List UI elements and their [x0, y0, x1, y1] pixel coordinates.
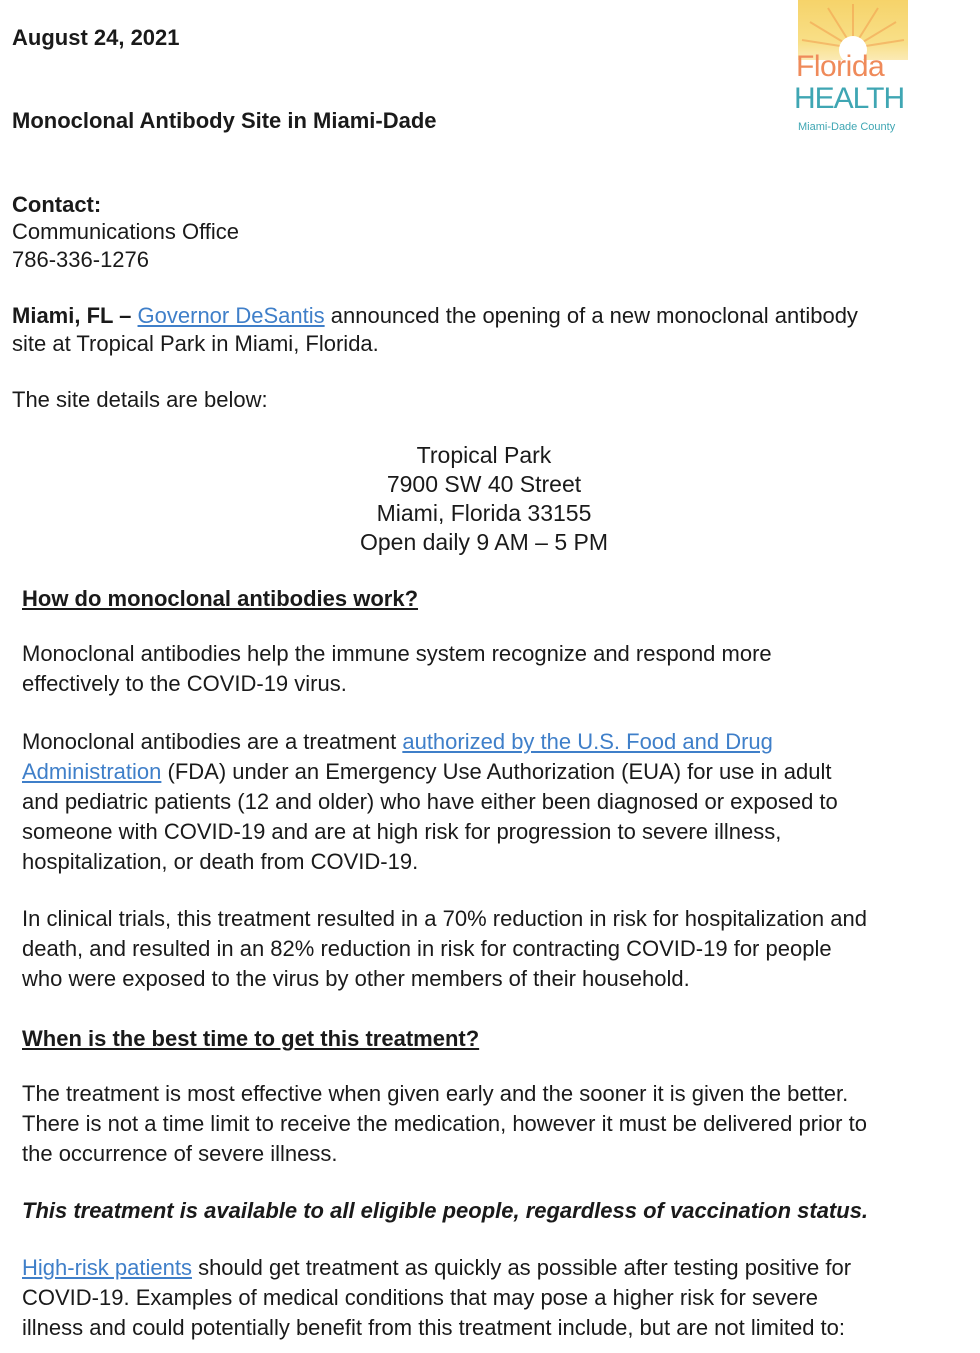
section-heading-best-time: When is the best time to get this treatment? [22, 1026, 480, 1051]
vaccination-status-emphasis: This treatment is available to all eligible people, regardless of vaccination status. [22, 1198, 869, 1223]
florida-health-logo [792, 0, 918, 140]
text-line: There is not a time limit to receive the medication, however it must be delivered prior to [22, 1111, 867, 1136]
text-line: COVID-19. Examples of medical conditions that may pose a higher risk for severe [22, 1285, 819, 1310]
fda-administration-link[interactable]: Administration [22, 759, 162, 784]
text-segment: should get treatment as quickly as possible after testing positive for [191, 1255, 852, 1280]
site-city: Miami, Florida 33155 [376, 500, 592, 526]
text-line: The treatment is most effective when given early and the sooner it is given the better. [22, 1081, 849, 1106]
text-line: illness and could potentially benefit from this treatment include, but are not limited to: [22, 1315, 846, 1340]
logo-county-text: Miami-Dade County [798, 121, 896, 133]
text-segment: (FDA) under an Emergency Use Authorization (EUA) for use in adult [161, 759, 832, 784]
section1-paragraph-2 [22, 727, 962, 877]
fda-authorization-link[interactable]: authorized by the U.S. Food and Drug [402, 729, 773, 754]
text-line [22, 757, 962, 787]
section1-paragraph-1 [22, 639, 962, 699]
site-intro: The site details are below: [12, 387, 268, 412]
announcement-line-1 [12, 302, 858, 330]
contact-office: Communications Office [12, 219, 240, 244]
contact-label: Contact: [12, 192, 102, 217]
logo-health-text: HEALTH [794, 82, 905, 115]
section-heading-how-work: How do monoclonal antibodies work? [22, 586, 419, 611]
contact-phone: 786-336-1276 [12, 247, 150, 272]
text-line: someone with COVID-19 and are at high risk for progression to severe illness, [22, 819, 782, 844]
announcement-text-1: announced the opening of a new monoclonal antibody [330, 303, 858, 328]
text-line: who were exposed to the virus by other members of their household. [22, 966, 690, 991]
text-segment: Monoclonal antibodies are a treatment [22, 729, 403, 754]
text-line: death, and resulted in an 82% reduction in risk for contracting COVID-19 for people [22, 936, 832, 961]
section2-paragraph-2 [22, 1253, 962, 1343]
dateline: Miami, FL – [12, 303, 132, 328]
text-line: Monoclonal antibodies help the immune system recognize and respond more [22, 641, 772, 666]
text-line: In clinical trials, this treatment resulted in a 70% reduction in risk for hospitalization and [22, 906, 867, 931]
site-details [284, 441, 684, 557]
text-line: effectively to the COVID-19 virus. [22, 671, 347, 696]
announcement-text-2: site at Tropical Park in Miami, Florida. [12, 331, 379, 356]
text-line: the occurrence of severe illness. [22, 1141, 338, 1166]
governor-desantis-link[interactable]: Governor DeSantis [137, 303, 325, 328]
text-line: hospitalization, or death from COVID-19. [22, 849, 419, 874]
text-line [22, 1253, 962, 1283]
site-street: 7900 SW 40 Street [386, 471, 582, 497]
site-name: Tropical Park [416, 442, 552, 468]
site-hours: Open daily 9 AM – 5 PM [359, 529, 608, 555]
document-title: Monoclonal Antibody Site in Miami-Dade [12, 108, 437, 133]
document-date: August 24, 2021 [12, 25, 180, 50]
logo-florida-text: Florida [796, 50, 885, 83]
text-line [22, 727, 962, 757]
section2-paragraph-1 [22, 1079, 962, 1169]
text-line: and pediatric patients (12 and older) who have either been diagnosed or exposed to [22, 789, 838, 814]
high-risk-patients-link[interactable]: High-risk patients [22, 1255, 192, 1280]
section1-paragraph-3 [22, 904, 962, 994]
